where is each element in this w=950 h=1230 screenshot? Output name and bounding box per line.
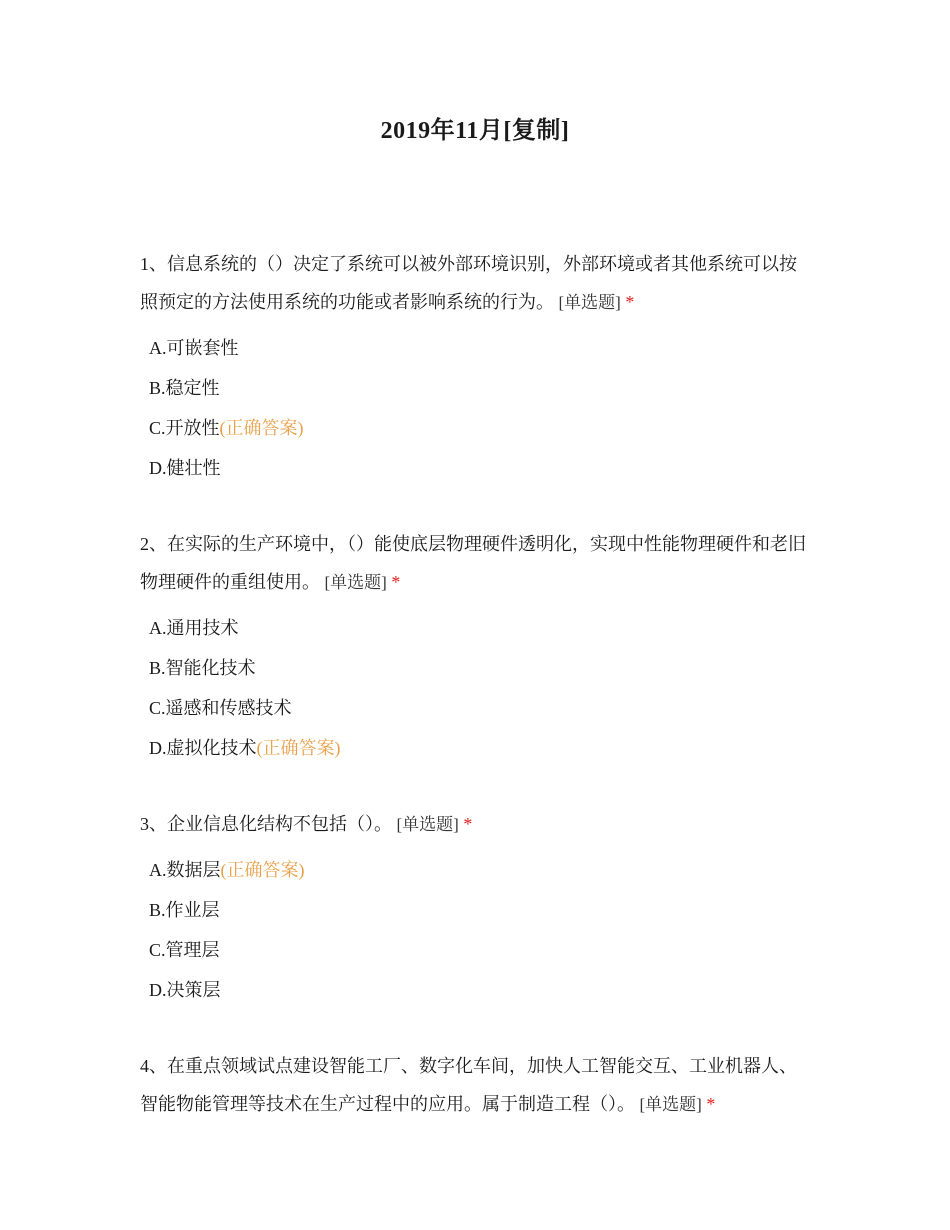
- option-1d[interactable]: [149, 456, 221, 480]
- question-2: [140, 525, 810, 602]
- option-label: A.通用技术: [149, 618, 239, 638]
- option-label: D.决策层: [149, 980, 221, 1000]
- page-title: 2019年11月[复制]: [380, 118, 570, 144]
- question-text: 在实际的生产环境中，（）能使底层物理硬件透明化，实现中性能物理硬件和老旧物理硬件的重组使用。: [140, 534, 806, 592]
- correct-answer-label: (正确答案): [220, 860, 305, 880]
- required-mark: *: [706, 1094, 716, 1114]
- question-text: 在重点领域试点建设智能工厂、数字化车间，加快人工智能交互、工业机器人、智能物能管理等技术在生产过程中的应用。属于制造工程（）。: [140, 1056, 797, 1114]
- option-label: A.数据层: [149, 860, 221, 880]
- question-number: 2、: [140, 534, 167, 554]
- question-1: [140, 245, 810, 322]
- question-number: 4、: [140, 1056, 167, 1076]
- question-3: [140, 805, 810, 844]
- option-label: A.可嵌套性: [149, 338, 239, 358]
- question-text: 企业信息化结构不包括（）。: [167, 814, 392, 834]
- option-3b[interactable]: [149, 898, 220, 922]
- option-3a[interactable]: [149, 858, 305, 882]
- question-type-tag: [单选题]: [639, 1095, 702, 1114]
- option-1b[interactable]: [149, 376, 220, 400]
- question-number: 1、: [140, 254, 167, 274]
- option-label: D.健壮性: [149, 458, 221, 478]
- question-number: 3、: [140, 814, 167, 834]
- required-mark: *: [391, 572, 401, 592]
- option-2a[interactable]: [149, 616, 239, 640]
- option-2d[interactable]: [149, 736, 341, 760]
- option-label: C.遥感和传感技术: [149, 698, 292, 718]
- option-1a[interactable]: [149, 336, 239, 360]
- question-type-tag: [单选题]: [558, 293, 621, 312]
- required-mark: *: [463, 814, 473, 834]
- required-mark: *: [625, 292, 635, 312]
- option-label: D.虚拟化技术: [149, 738, 257, 758]
- question-type-tag: [单选题]: [324, 573, 387, 592]
- correct-answer-label: (正确答案): [256, 738, 341, 758]
- option-label: B.作业层: [149, 900, 220, 920]
- option-label: B.稳定性: [149, 378, 220, 398]
- option-2c[interactable]: [149, 696, 292, 720]
- option-3c[interactable]: [149, 938, 220, 962]
- option-label: C.管理层: [149, 940, 220, 960]
- correct-answer-label: (正确答案): [219, 418, 304, 438]
- question-4: [140, 1047, 810, 1124]
- option-label: C.开放性: [149, 418, 220, 438]
- question-type-tag: [单选题]: [396, 815, 459, 834]
- question-text: 信息系统的（）决定了系统可以被外部环境识别，外部环境或者其他系统可以按照预定的方法使用系统的功能或者影响系统的行为。: [140, 254, 797, 312]
- option-1c[interactable]: [149, 416, 304, 440]
- option-2b[interactable]: [149, 656, 256, 680]
- option-3d[interactable]: [149, 978, 221, 1002]
- option-label: B.智能化技术: [149, 658, 256, 678]
